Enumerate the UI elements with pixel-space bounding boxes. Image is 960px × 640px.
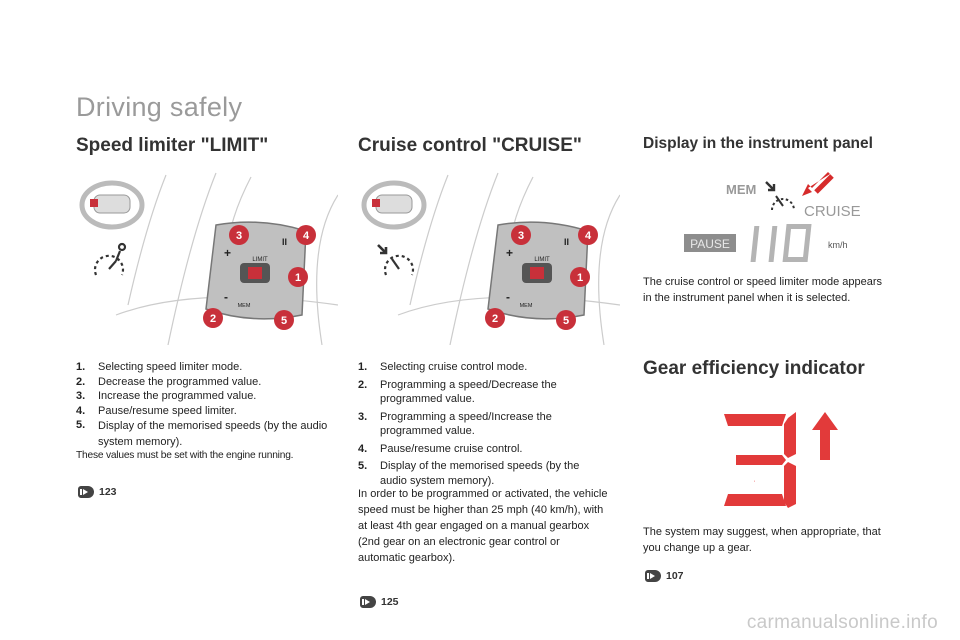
page-reference-number: 123 <box>99 486 117 498</box>
svg-text:-: - <box>506 290 510 304</box>
svg-text:4: 4 <box>584 230 592 242</box>
svg-text:5: 5 <box>280 315 288 327</box>
speed-limiter-heading: Speed limiter "LIMIT" <box>76 135 269 156</box>
list-item: 5. Display of the memorised speeds (by the audio system memory). <box>358 460 580 487</box>
display-heading: Display in the instrument panel <box>643 135 873 152</box>
page-reference-123[interactable] <box>78 486 117 498</box>
cruise-speedometer-icon <box>766 182 794 210</box>
svg-text:2: 2 <box>209 313 217 325</box>
speedometer-cruise-icon <box>378 245 413 275</box>
list-item: 1. Selecting speed limiter mode. <box>76 361 243 373</box>
svg-text:3: 3 <box>517 230 525 242</box>
svg-text:+: + <box>224 246 232 260</box>
svg-text:1: 1 <box>576 272 584 284</box>
svg-text:1: 1 <box>294 272 302 284</box>
page-reference-125[interactable] <box>360 596 399 608</box>
red-arrow-shaft <box>816 176 832 192</box>
svg-text:3: 3 <box>235 230 243 242</box>
list-item: 4. Pause/resume cruise control. <box>358 442 523 455</box>
instrument-panel-figure <box>680 172 880 262</box>
mem-indicator: MEM <box>726 182 757 197</box>
svg-text:II: II <box>564 237 570 247</box>
speed-unit: km/h <box>828 240 848 250</box>
pause-indicator: PAUSE <box>690 237 730 251</box>
svg-text:-: - <box>224 290 228 304</box>
display-description: The cruise control or speed limiter mode appears in the instrument panel when it is selected. <box>643 276 883 304</box>
speedometer-limit-icon <box>95 244 125 275</box>
list-item: 1. Selecting cruise control mode. <box>358 361 528 373</box>
cruise-control-figure <box>358 165 620 345</box>
gear-indicator-figure <box>712 410 852 510</box>
speed-digits <box>751 224 812 262</box>
page-reference-107[interactable] <box>645 570 684 582</box>
gear-digit-three <box>724 412 796 508</box>
page-link-icon <box>360 596 376 608</box>
engine-running-note: These values must be set with the engine running. <box>76 450 294 461</box>
page-title: Driving safely <box>76 92 243 122</box>
list-item: 5. Display of the memorised speeds (by the audio system memory). <box>76 419 328 448</box>
svg-text:II: II <box>282 237 288 247</box>
page-link-icon <box>78 486 94 498</box>
gear-description: The system may suggest, when appropriate, that you change up a gear. <box>643 526 881 554</box>
footer-watermark: carmanualsonline.info <box>746 612 938 633</box>
mem-label: MEM <box>519 303 533 309</box>
speed-limiter-figure <box>76 165 338 345</box>
limit-label: LIMIT <box>252 257 268 263</box>
cruise-indicator: CRUISE <box>804 203 861 220</box>
mem-label: MEM <box>237 303 251 309</box>
list-item: 2. Decrease the programmed value. <box>76 375 262 388</box>
gear-value: 3 <box>754 481 756 483</box>
page-link-icon <box>645 570 661 582</box>
list-item: 4. Pause/resume speed limiter. <box>76 404 237 417</box>
svg-text:5: 5 <box>562 315 570 327</box>
cruise-control-list <box>358 360 608 491</box>
list-item: 3. Increase the programmed value. <box>76 390 257 402</box>
cruise-control-heading: Cruise control "CRUISE" <box>358 135 582 156</box>
speed-limiter-list <box>76 360 336 450</box>
svg-text:4: 4 <box>302 230 310 242</box>
limit-label: LIMIT <box>534 257 550 263</box>
svg-text:+: + <box>506 246 514 260</box>
svg-text:2: 2 <box>491 313 499 325</box>
steering-wheel-thumbnail <box>364 183 424 227</box>
gear-indicator-heading: Gear efficiency indicator <box>643 358 865 379</box>
page-reference-number: 107 <box>666 570 684 582</box>
list-item: 2. Programming a speed/Decrease the programmed value. <box>358 378 557 405</box>
shift-up-arrow-icon <box>812 412 838 460</box>
list-item: 3. Programming a speed/Increase the programmed value. <box>358 410 552 437</box>
steering-wheel-thumbnail <box>82 183 142 227</box>
cruise-activation-paragraph: In order to be programmed or activated, the vehicle speed must be higher than 25 mph (40 km/h), with at least 4th gear engaged on a manual gearbox (2nd gear on an electronic gear control or automatic gearbox). <box>358 488 608 564</box>
page-reference-number: 125 <box>381 596 399 608</box>
